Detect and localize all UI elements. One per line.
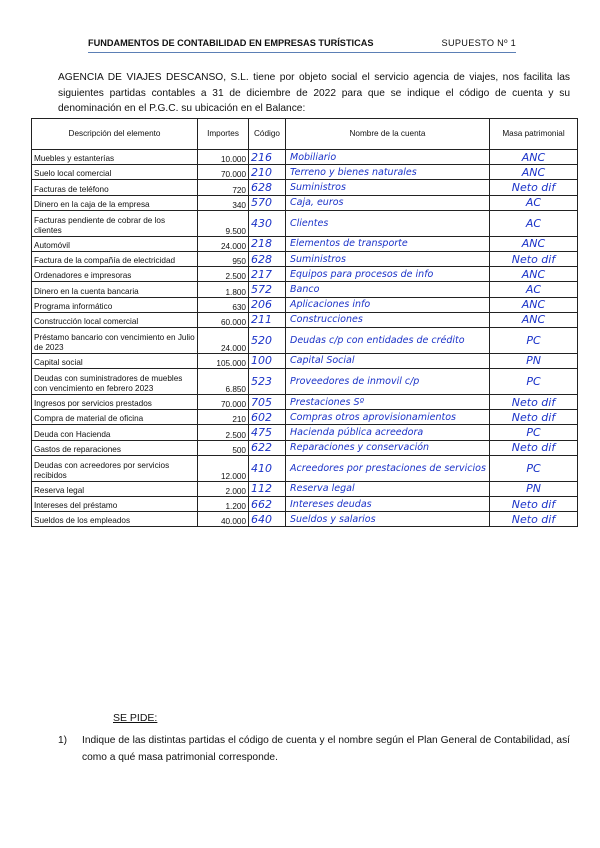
row-account-name: Construcciones bbox=[286, 312, 490, 327]
row-account-code: 430 bbox=[249, 210, 286, 236]
intro-paragraph: AGENCIA DE VIAJES DESCANSO, S.L. tiene por objeto social el servicio agencia de viajes, nos facilita las siguientes partidas contables a 31 de diciembre de 2022 para que se indique el código de cuenta y su denominación en el P.G.C. su ubicación en el Balance: bbox=[58, 72, 570, 114]
row-account-name: Prestaciones Sº bbox=[286, 395, 490, 410]
row-account-name: Reparaciones y conservación bbox=[286, 440, 490, 455]
row-amount: 10.000 bbox=[198, 150, 249, 165]
row-account-name: Terreno y bienes naturales bbox=[286, 165, 490, 180]
row-account-code: 218 bbox=[249, 236, 286, 251]
header-account-name: Nombre de la cuenta bbox=[286, 119, 490, 150]
row-description: Deudas con suministradores de muebles con vencimiento en febrero 2023 bbox=[32, 369, 198, 395]
table-row bbox=[32, 297, 578, 312]
table-row bbox=[32, 312, 578, 327]
table-row bbox=[32, 282, 578, 297]
row-amount: 2.500 bbox=[198, 425, 249, 440]
row-mass: Neto dif bbox=[490, 497, 578, 512]
table-row bbox=[32, 150, 578, 165]
row-amount: 630 bbox=[198, 297, 249, 312]
header-description: Descripción del elemento bbox=[32, 119, 198, 150]
row-amount: 340 bbox=[198, 195, 249, 210]
row-account-name: Aplicaciones info bbox=[286, 297, 490, 312]
row-account-name: Clientes bbox=[286, 210, 490, 236]
table-row bbox=[32, 165, 578, 180]
table-row bbox=[32, 236, 578, 251]
row-amount: 950 bbox=[198, 251, 249, 266]
row-account-code: 628 bbox=[249, 251, 286, 266]
row-mass: PC bbox=[490, 327, 578, 353]
table-row bbox=[32, 327, 578, 353]
header-code: Código bbox=[249, 119, 286, 150]
accounts-table bbox=[31, 118, 578, 527]
row-account-code: 628 bbox=[249, 180, 286, 195]
row-account-code: 206 bbox=[249, 297, 286, 312]
table-row bbox=[32, 497, 578, 512]
row-amount: 24.000 bbox=[198, 236, 249, 251]
row-description: Deuda con Hacienda bbox=[32, 425, 198, 440]
row-description: Ingresos por servicios prestados bbox=[32, 395, 198, 410]
row-amount: 500 bbox=[198, 440, 249, 455]
row-account-code: 210 bbox=[249, 165, 286, 180]
row-account-code: 570 bbox=[249, 195, 286, 210]
header-mass: Masa patrimonial bbox=[490, 119, 578, 150]
row-account-name: Capital Social bbox=[286, 353, 490, 368]
row-account-name: Elementos de transporte bbox=[286, 236, 490, 251]
row-account-code: 211 bbox=[249, 312, 286, 327]
table-body bbox=[32, 150, 578, 527]
row-description: Construcción local comercial bbox=[32, 312, 198, 327]
row-account-code: 410 bbox=[249, 455, 286, 481]
row-amount: 720 bbox=[198, 180, 249, 195]
header-amount: Importes bbox=[198, 119, 249, 150]
row-account-name: Intereses deudas bbox=[286, 497, 490, 512]
row-account-code: 622 bbox=[249, 440, 286, 455]
row-account-name: Suministros bbox=[286, 251, 490, 266]
row-account-name: Caja, euros bbox=[286, 195, 490, 210]
row-account-code: 572 bbox=[249, 282, 286, 297]
table-row bbox=[32, 180, 578, 195]
row-amount: 2.000 bbox=[198, 481, 249, 496]
course-title: FUNDAMENTOS DE CONTABILIDAD EN EMPRESAS TURÍSTICAS bbox=[88, 38, 374, 48]
row-amount: 60.000 bbox=[198, 312, 249, 327]
row-account-code: 112 bbox=[249, 481, 286, 496]
row-mass: ANC bbox=[490, 165, 578, 180]
row-account-name: Banco bbox=[286, 282, 490, 297]
row-account-name: Proveedores de inmovil c/p bbox=[286, 369, 490, 395]
row-account-code: 520 bbox=[249, 327, 286, 353]
row-description: Compra de material de oficina bbox=[32, 410, 198, 425]
row-mass: ANC bbox=[490, 150, 578, 165]
row-description: Deudas con acreedores por servicios recibidos bbox=[32, 455, 198, 481]
table-row bbox=[32, 395, 578, 410]
row-amount: 40.000 bbox=[198, 512, 249, 527]
row-account-code: 602 bbox=[249, 410, 286, 425]
row-mass: ANC bbox=[490, 297, 578, 312]
row-mass: Neto dif bbox=[490, 440, 578, 455]
row-description: Programa informático bbox=[32, 297, 198, 312]
se-pide-heading: SE PIDE: bbox=[113, 712, 158, 724]
row-account-code: 523 bbox=[249, 369, 286, 395]
row-mass: ANC bbox=[490, 267, 578, 282]
row-mass: Neto dif bbox=[490, 395, 578, 410]
table-row bbox=[32, 210, 578, 236]
row-description: Sueldos de los empleados bbox=[32, 512, 198, 527]
table-row bbox=[32, 512, 578, 527]
row-mass: PC bbox=[490, 369, 578, 395]
row-mass: AC bbox=[490, 210, 578, 236]
row-mass: Neto dif bbox=[490, 180, 578, 195]
row-description: Dinero en la caja de la empresa bbox=[32, 195, 198, 210]
table-row bbox=[32, 369, 578, 395]
question-number: 1) bbox=[58, 735, 68, 746]
row-account-name: Mobiliario bbox=[286, 150, 490, 165]
row-amount: 1.200 bbox=[198, 497, 249, 512]
table-row bbox=[32, 251, 578, 266]
row-account-code: 662 bbox=[249, 497, 286, 512]
row-mass: Neto dif bbox=[490, 512, 578, 527]
row-account-name: Equipos para procesos de info bbox=[286, 267, 490, 282]
row-amount: 2.500 bbox=[198, 267, 249, 282]
table-row bbox=[32, 353, 578, 368]
row-mass: Neto dif bbox=[490, 251, 578, 266]
row-account-name: Suministros bbox=[286, 180, 490, 195]
row-account-name: Hacienda pública acreedora bbox=[286, 425, 490, 440]
row-amount: 70.000 bbox=[198, 165, 249, 180]
row-account-name: Compras otros aprovisionamientos bbox=[286, 410, 490, 425]
row-description: Préstamo bancario con vencimiento en Julio de 2023 bbox=[32, 327, 198, 353]
row-mass: PN bbox=[490, 353, 578, 368]
row-amount: 210 bbox=[198, 410, 249, 425]
row-amount: 9.500 bbox=[198, 210, 249, 236]
row-description: Facturas pendiente de cobrar de los clientes bbox=[32, 210, 198, 236]
table-row bbox=[32, 195, 578, 210]
row-amount: 105.000 bbox=[198, 353, 249, 368]
question-text: Indique de las distintas partidas el código de cuenta y el nombre según el Plan General de Contabilidad, así como a qué masa patrimonial corresponde. bbox=[82, 735, 570, 763]
row-amount: 12.000 bbox=[198, 455, 249, 481]
row-account-name: Acreedores por prestaciones de servicios bbox=[286, 455, 490, 481]
question-item bbox=[58, 732, 570, 766]
table-row bbox=[32, 481, 578, 496]
row-mass: AC bbox=[490, 195, 578, 210]
table-row bbox=[32, 425, 578, 440]
row-account-code: 475 bbox=[249, 425, 286, 440]
row-description: Suelo local comercial bbox=[32, 165, 198, 180]
row-description: Ordenadores e impresoras bbox=[32, 267, 198, 282]
row-account-name: Sueldos y salarios bbox=[286, 512, 490, 527]
row-amount: 70.000 bbox=[198, 395, 249, 410]
row-amount: 1.800 bbox=[198, 282, 249, 297]
table-header-row bbox=[32, 119, 578, 150]
row-account-code: 100 bbox=[249, 353, 286, 368]
row-account-code: 705 bbox=[249, 395, 286, 410]
row-mass: PC bbox=[490, 425, 578, 440]
row-description: Intereses del préstamo bbox=[32, 497, 198, 512]
row-mass: PN bbox=[490, 481, 578, 496]
table-row bbox=[32, 267, 578, 282]
table-row bbox=[32, 410, 578, 425]
page-header bbox=[88, 38, 516, 53]
row-mass: AC bbox=[490, 282, 578, 297]
row-account-code: 217 bbox=[249, 267, 286, 282]
row-description: Muebles y estanterías bbox=[32, 150, 198, 165]
row-description: Factura de la compañía de electricidad bbox=[32, 251, 198, 266]
row-description: Reserva legal bbox=[32, 481, 198, 496]
row-amount: 24.000 bbox=[198, 327, 249, 353]
row-description: Dinero en la cuenta bancaria bbox=[32, 282, 198, 297]
row-account-name: Deudas c/p con entidades de crédito bbox=[286, 327, 490, 353]
exercise-number: SUPUESTO Nº 1 bbox=[441, 38, 516, 48]
row-mass: Neto dif bbox=[490, 410, 578, 425]
row-mass: ANC bbox=[490, 236, 578, 251]
row-amount: 6.850 bbox=[198, 369, 249, 395]
row-description: Facturas de teléfono bbox=[32, 180, 198, 195]
row-account-code: 216 bbox=[249, 150, 286, 165]
row-account-name: Reserva legal bbox=[286, 481, 490, 496]
row-mass: ANC bbox=[490, 312, 578, 327]
row-description: Gastos de reparaciones bbox=[32, 440, 198, 455]
row-account-code: 640 bbox=[249, 512, 286, 527]
row-description: Capital social bbox=[32, 353, 198, 368]
table-row bbox=[32, 455, 578, 481]
row-mass: PC bbox=[490, 455, 578, 481]
table-row bbox=[32, 440, 578, 455]
row-description: Automóvil bbox=[32, 236, 198, 251]
